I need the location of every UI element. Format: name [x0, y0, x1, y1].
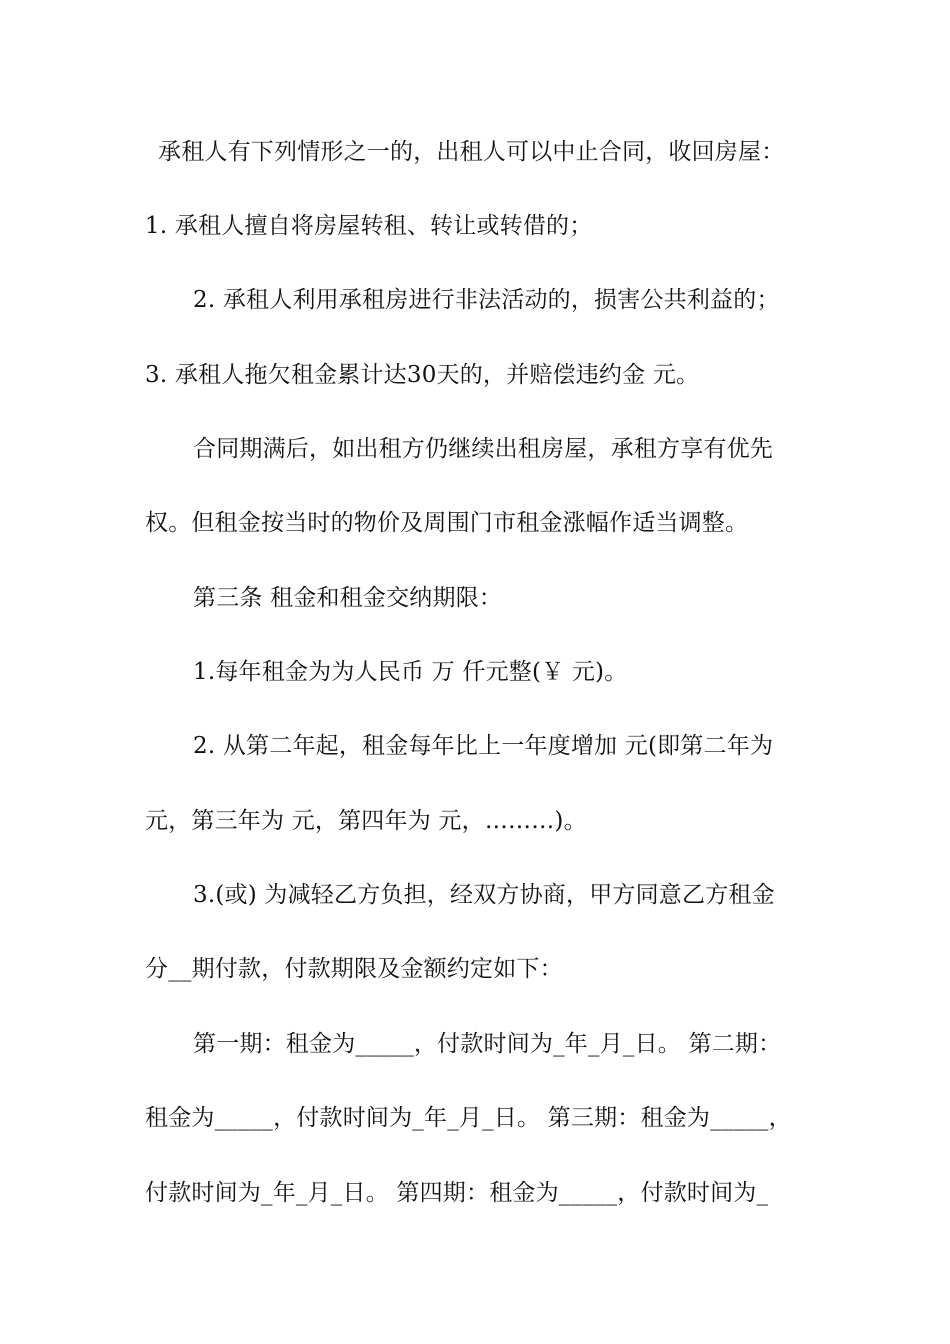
rent-item-3-installments: 3.(或) 为减轻乙方负担，经双方协商，甲方同意乙方租金	[193, 882, 775, 908]
list-item-2-illegal-activity: 2. 承租人利用承租房进行非法活动的，损害公共利益的；	[193, 287, 780, 313]
list-item-1-sublet: 1. 承租人擅自将房屋转租、转让或转借的；	[145, 213, 593, 239]
paragraph-renewal-priority: 合同期满后，如出租方仍继续出租房屋，承租方享有优先	[193, 436, 773, 462]
paragraph-renewal-priority-cont: 权。但租金按当时的物价及周围门市租金涨幅作适当调整。	[145, 510, 749, 536]
installment-schedule-line-1: 第一期：租金为_____，付款时间为_年_月_日。 第二期：	[193, 1031, 782, 1057]
rent-item-3-installments-cont: 分__期付款，付款期限及金额约定如下：	[145, 956, 563, 982]
article-3-heading: 第三条 租金和租金交纳期限：	[193, 585, 503, 611]
paragraph-termination-intro: 承租人有下列情形之一的，出租人可以中止合同，收回房屋：	[158, 139, 785, 165]
installment-schedule-line-2: 租金为_____，付款时间为_年_月_日。 第三期：租金为_____，	[145, 1105, 792, 1131]
rent-item-2-increase: 2. 从第二年起，租金每年比上一年度增加 元(即第二年为	[193, 733, 774, 759]
list-item-3-rent-arrears: 3. 承租人拖欠租金累计达30天的，并赔偿违约金 元。	[145, 362, 700, 388]
rent-item-2-increase-cont: 元，第三年为 元，第四年为 元，………)。	[145, 808, 587, 834]
installment-schedule-line-3: 付款时间为_年_月_日。 第四期：租金为_____，付款时间为_	[145, 1180, 769, 1206]
rent-item-1-annual-rent: 1.每年租金为为人民币 万 仟元整(￥ 元)。	[193, 659, 628, 685]
